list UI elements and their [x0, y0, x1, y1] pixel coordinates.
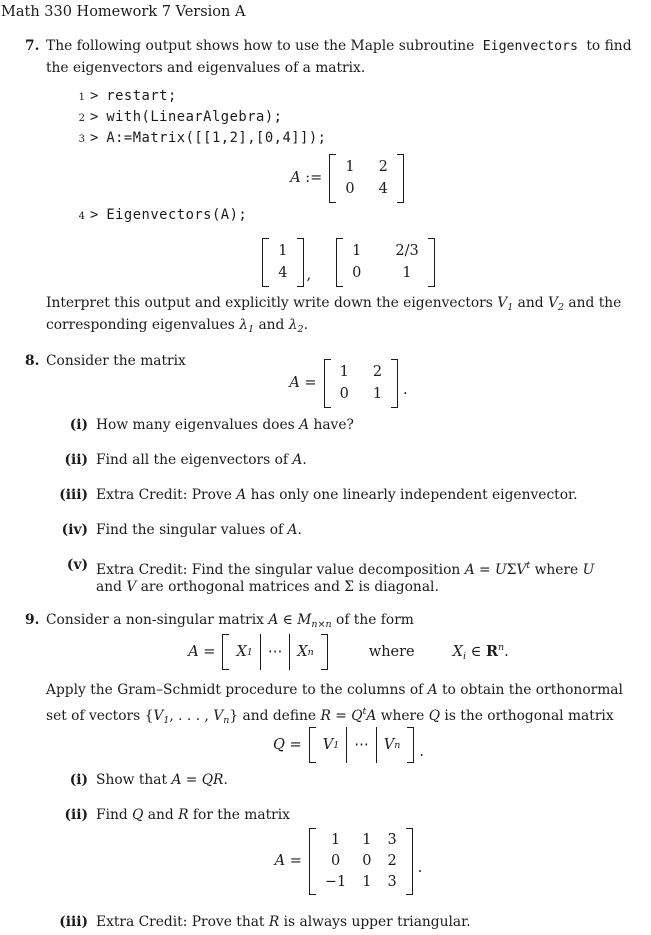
text-segment: 2	[297, 324, 304, 335]
matrix-cell: 0	[362, 852, 372, 869]
text-segment: A	[289, 374, 300, 391]
text-segment: where	[376, 708, 429, 724]
text-segment: V	[126, 579, 137, 595]
maple-prompt: >	[90, 207, 99, 223]
equation-lhs	[289, 374, 316, 393]
code-line-number: 1	[78, 92, 85, 103]
text-segment: V	[153, 708, 164, 724]
text-segment: , . . . ,	[169, 708, 214, 724]
column-condition	[453, 638, 509, 666]
matrix-column	[229, 634, 259, 670]
text-segment: .	[504, 644, 509, 660]
text-segment: for the matrix	[188, 807, 290, 823]
text-segment: ∈	[466, 644, 486, 660]
text-segment: Consider the matrix	[46, 353, 186, 369]
eigenvalue-vector	[262, 238, 303, 287]
matrix-cell: 1	[402, 264, 412, 281]
problem-7-outro-line-2	[46, 316, 308, 339]
text-segment: Interpret this output and explicitly write down the eigenvectors	[46, 295, 498, 311]
matrix	[309, 828, 413, 895]
document-title: Math 330 Homework 7 Version A	[1, 4, 246, 20]
left-bracket	[222, 634, 229, 670]
matrix	[329, 154, 403, 203]
text-segment: 1	[246, 646, 253, 658]
text-segment: are orthogonal matrices and Σ is diagonal.	[136, 579, 439, 595]
equation-lhs	[290, 169, 322, 188]
text-segment: Q	[132, 807, 144, 823]
text-segment: A	[188, 643, 199, 660]
left-bracket	[262, 238, 269, 287]
text-segment: Consider a non-singular matrix	[46, 612, 269, 628]
matrix-column	[377, 727, 408, 763]
code-line-number: 4	[78, 211, 85, 222]
maple-code-line-1	[76, 87, 177, 107]
problem-7-intro-line-1	[46, 37, 632, 56]
text-segment: =	[181, 772, 202, 788]
text-segment: R	[320, 708, 331, 724]
text-segment: λ	[239, 317, 249, 333]
problem-8-item-i-text	[96, 416, 354, 435]
code-line-number: 2	[78, 113, 85, 124]
text-segment: =	[285, 852, 302, 869]
text-segment: .	[303, 317, 308, 333]
matrix	[324, 359, 398, 408]
text-segment: λ	[288, 317, 298, 333]
matrix-column	[290, 634, 320, 670]
matrix-cell: 0	[330, 852, 341, 869]
text-segment: 1	[333, 739, 340, 751]
eigenvector-matrix	[336, 238, 435, 287]
text-segment: R	[178, 807, 189, 823]
problem-7-outro-line-1	[46, 294, 621, 317]
matrix-cell: 2/3	[395, 242, 419, 259]
maple-command: restart;	[106, 88, 177, 104]
left-bracket	[309, 727, 316, 763]
text-segment: of the form	[331, 612, 414, 628]
text-segment: and	[96, 579, 127, 595]
text-segment: V	[213, 708, 224, 724]
text-segment: How many eigenvalues does	[96, 417, 300, 433]
problem-8-item-i-label: (i)	[69, 417, 88, 433]
right-bracket	[406, 828, 413, 895]
text-segment: A	[171, 772, 182, 788]
matrix-a-assignment-equation	[46, 153, 651, 203]
text-segment: A	[290, 169, 301, 186]
problem-8-item-iv-text	[96, 521, 302, 540]
matrix-cell: 1	[339, 363, 349, 380]
text-segment: A	[299, 417, 310, 433]
text-segment: R	[268, 914, 280, 930]
problem-8-item-ii-text	[96, 451, 307, 470]
problem-9-item-ii-label: (ii)	[64, 807, 88, 823]
text-segment: n×n	[311, 619, 332, 630]
text-segment: A	[268, 612, 279, 628]
problem-9-example-matrix-equation	[46, 828, 651, 894]
equation-lhs	[275, 852, 302, 871]
text-segment: i	[462, 651, 467, 662]
where-text: where	[368, 643, 415, 660]
problem-9-item-iii-label: (iii)	[59, 914, 88, 930]
matrix-cell: 1	[372, 385, 383, 402]
text-segment: ⋯	[267, 643, 283, 660]
matrix-cell: 1	[362, 831, 372, 848]
problem-9-item-iii-text	[96, 913, 471, 932]
equation-period: .	[417, 859, 423, 876]
maple-code-line-2	[76, 108, 282, 128]
text-segment: Σ	[506, 562, 517, 578]
problem-9-item-i-label: (i)	[69, 772, 88, 788]
text-segment: =	[474, 562, 495, 578]
text-segment: t	[362, 706, 367, 717]
matrix-cell: −1	[324, 873, 347, 890]
text-segment: U	[495, 562, 507, 578]
problem-8-item-ii-label: (ii)	[64, 452, 88, 468]
text-segment: to obtain the orthonormal	[437, 682, 623, 698]
text-segment: n	[394, 739, 401, 751]
text-segment: A	[292, 452, 303, 468]
maple-code-line-4	[76, 206, 247, 226]
equation-period: .	[419, 743, 424, 760]
text-segment: Extra Credit: Find the singular value decomposition	[96, 562, 465, 578]
text-segment: to find	[581, 38, 632, 54]
text-segment: Q	[428, 708, 441, 724]
right-bracket	[321, 634, 328, 670]
text-segment: =	[284, 736, 302, 753]
text-segment: have?	[309, 417, 354, 433]
equation-lhs	[273, 736, 302, 755]
equation-lhs	[188, 643, 215, 662]
eigenvectors-output-equation	[46, 234, 651, 290]
matrix-cell: 3	[387, 831, 397, 848]
text-segment: 1	[163, 715, 170, 726]
text-segment: n	[223, 715, 230, 726]
text-segment: .	[302, 452, 307, 468]
text-segment: is the orthogonal matrix	[440, 708, 614, 724]
text-segment: Extra Credit: Prove that	[96, 914, 269, 930]
partitioned-matrix	[222, 634, 327, 670]
text-segment: :=	[300, 169, 323, 186]
text-segment: Eigenvectors	[482, 39, 578, 54]
maple-code-line-3	[76, 129, 326, 149]
problem-8-item-v-label: (v)	[66, 557, 88, 573]
text-segment: } and define	[229, 708, 321, 724]
text-segment: where	[530, 562, 583, 578]
text-segment: X	[297, 643, 308, 660]
matrix-column	[347, 727, 376, 763]
text-segment: Q	[273, 736, 285, 753]
matrix-column	[316, 727, 347, 763]
problem-8-item-v-text-line-2	[96, 578, 439, 597]
text-segment: =	[299, 374, 317, 391]
text-segment: V	[547, 295, 558, 311]
problem-8-item-iv-label: (iv)	[61, 522, 88, 538]
matrix-cell: 4	[278, 264, 288, 281]
text-segment: 2	[557, 302, 564, 313]
text-segment: has only one linearly independent eigenvector.	[246, 487, 578, 503]
matrix-cell: 0	[339, 385, 349, 402]
text-segment: t	[526, 560, 531, 571]
text-segment: and	[513, 295, 548, 311]
text-segment: Find	[96, 807, 133, 823]
text-segment: .	[297, 522, 302, 538]
text-segment: =	[330, 708, 352, 724]
text-segment: X	[236, 643, 247, 660]
matrix-column	[261, 634, 290, 670]
matrix-cell: 1	[330, 831, 341, 848]
text-segment: V	[516, 562, 527, 578]
left-bracket	[324, 359, 331, 408]
text-segment: R	[485, 643, 499, 660]
left-bracket	[336, 238, 343, 287]
text-segment: Show that	[96, 772, 172, 788]
text-segment: V	[383, 736, 395, 753]
text-segment: corresponding eigenvalues	[46, 317, 240, 333]
text-segment: U	[582, 562, 595, 578]
text-segment: A	[274, 852, 286, 869]
matrix-cell: 2	[378, 158, 388, 175]
matrix-cell: 1	[278, 242, 288, 259]
matrix-cell: 0	[345, 180, 355, 197]
text-segment: and	[143, 807, 179, 823]
text-segment: Find the singular values of	[96, 522, 288, 538]
text-segment: n	[498, 642, 505, 653]
maple-prompt: >	[90, 88, 99, 104]
problem-8-item-iii-label: (iii)	[59, 487, 88, 503]
text-segment: The following output shows how to use the Maple subroutine	[46, 38, 479, 54]
right-bracket	[297, 238, 304, 287]
problem-9-item-ii-text	[96, 806, 290, 825]
equation-period: .	[403, 381, 408, 398]
matrix-cell: 3	[387, 873, 397, 890]
text-segment: Find all the eigenvectors of	[96, 452, 293, 468]
text-segment: V	[497, 295, 508, 311]
matrix-cell: 1	[352, 242, 362, 259]
text-segment: A	[236, 487, 247, 503]
orthogonal-matrix-q-equation	[46, 725, 651, 765]
problem-9-column-form-equation	[46, 631, 651, 673]
text-segment: M	[297, 612, 312, 628]
matrix-cell: 1	[345, 158, 355, 175]
maple-prompt: >	[90, 130, 99, 146]
maple-command: A:=Matrix([[1,2],[0,4]]);	[106, 130, 327, 146]
problem-7-number: 7.	[25, 38, 40, 54]
left-bracket	[329, 154, 336, 203]
right-bracket	[397, 154, 404, 203]
maple-command: Eigenvectors(A);	[106, 207, 248, 223]
text-segment: X	[452, 644, 463, 660]
text-segment: A	[464, 562, 475, 578]
problem-7-intro-line-2	[46, 59, 365, 78]
problem-8-number: 8.	[25, 353, 40, 369]
text-segment: and	[254, 317, 289, 333]
text-segment: 1	[248, 324, 255, 335]
text-segment: A	[427, 682, 438, 698]
text-segment: QR	[201, 772, 224, 788]
matrix-cell: 2	[387, 852, 397, 869]
problem-9-paragraph-line-1	[46, 681, 623, 700]
text-segment: .	[223, 772, 228, 788]
maple-command: with(LinearAlgebra);	[106, 109, 283, 125]
text-segment: Apply the Gram–Schmidt procedure to the columns of	[46, 682, 428, 698]
text-segment: Q	[351, 708, 363, 724]
problem-8-item-iii-text	[96, 486, 577, 505]
problem-8-item-v-text-line-1	[96, 556, 594, 580]
problem-9-item-i-text	[96, 771, 228, 790]
text-segment: set of vectors {	[46, 708, 154, 724]
matrix-cell: 1	[362, 873, 372, 890]
right-bracket	[407, 727, 414, 763]
separator-comma: ,	[306, 267, 312, 283]
text-segment: Extra Credit: Prove	[96, 487, 237, 503]
text-segment: 1	[507, 302, 514, 313]
text-segment: ∈	[278, 612, 298, 628]
text-segment: ⋯	[354, 736, 369, 753]
text-segment: the eigenvectors and eigenvalues of a matrix.	[46, 60, 366, 76]
text-segment: A	[366, 708, 377, 724]
left-bracket	[309, 828, 316, 895]
text-segment: A	[287, 522, 298, 538]
maple-prompt: >	[90, 109, 99, 125]
right-bracket	[428, 238, 435, 287]
matrix-cell: 2	[372, 363, 383, 380]
text-segment: n	[307, 646, 314, 658]
problem-9-number: 9.	[25, 612, 40, 628]
right-bracket	[391, 359, 398, 408]
matrix-cell: 0	[352, 264, 362, 281]
text-segment: is always upper triangular.	[279, 914, 471, 930]
text-segment: and the	[564, 295, 622, 311]
partitioned-matrix	[309, 727, 415, 763]
code-line-number: 3	[78, 134, 85, 145]
problem-8-matrix-equation	[46, 361, 651, 405]
matrix-cell: 4	[378, 180, 388, 197]
text-segment: =	[198, 643, 216, 660]
text-segment: V	[322, 736, 334, 753]
